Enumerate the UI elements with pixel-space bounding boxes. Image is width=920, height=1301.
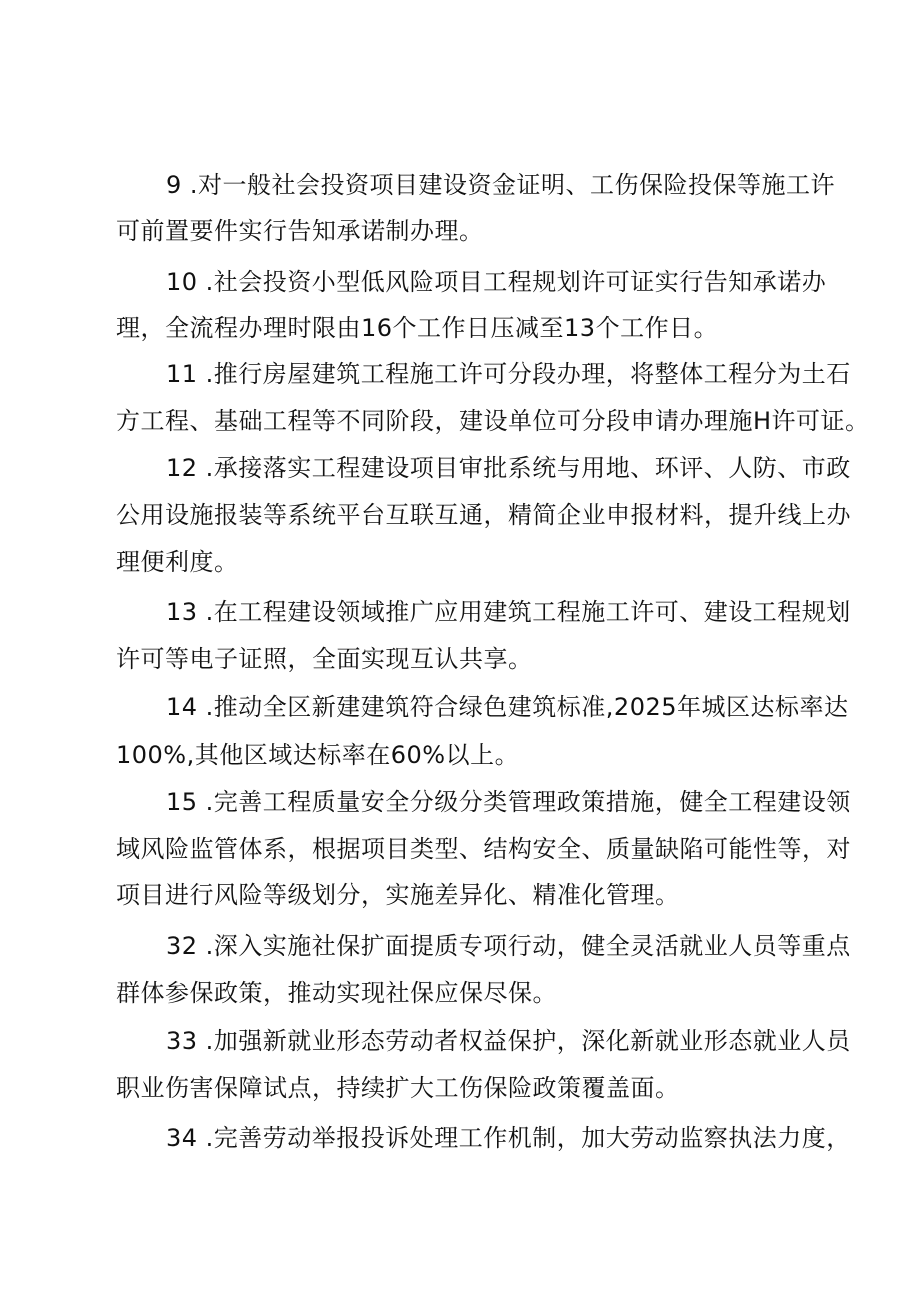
item-14-line-1: 14 .推动全区新建建筑符合绿色建筑标准,2025年城区达标率达	[166, 693, 849, 721]
item-32-line-1: 32 .深入实施社保扩面提质专项行动，健全灵活就业人员等重点	[166, 932, 851, 960]
item-14-line-2: 100%,其他区域达标率在60%以上。	[116, 741, 520, 769]
item-13-line-2: 许可等电子证照，全面实现互认共享。	[116, 645, 533, 673]
item-33-line-2: 职业伤害保障试点，持续扩大工伤保险政策覆盖面。	[116, 1074, 680, 1102]
item-9-line-2: 可前置要件实行告知承诺制办理。	[116, 217, 484, 245]
item-15-line-2: 域风险监管体系，根据项目类型、结构安全、质量缺陷可能性等，对	[116, 835, 851, 863]
item-34-line-1: 34 .完善劳动举报投诉处理工作机制，加大劳动监察执法力度，	[166, 1124, 851, 1152]
item-11-line-1: 11 .推行房屋建筑工程施工许可分段办理，将整体工程分为土石	[166, 360, 851, 388]
item-15-line-3: 项目进行风险等级划分，实施差异化、精准化管理。	[116, 881, 680, 909]
item-32-line-2: 群体参保政策，推动实现社保应保尽保。	[116, 979, 557, 1007]
item-15-line-1: 15 .完善工程质量安全分级分类管理政策措施，健全工程建设领	[166, 788, 851, 816]
item-10-line-1: 10 .社会投资小型低风险项目工程规划许可证实行告知承诺办	[166, 268, 827, 296]
item-12-line-1: 12 .承接落实工程建设项目审批系统与用地、环评、人防、市政	[166, 454, 851, 482]
item-12-line-2: 公用设施报装等系统平台互联互通，精简企业申报材料，提升线上办	[116, 501, 851, 529]
item-12-line-3: 理便利度。	[116, 548, 239, 576]
item-10-line-2: 理，全流程办理时限由16个工作日压减至13个工作日。	[116, 314, 719, 342]
item-9-line-1: 9 .对一般社会投资项目建设资金证明、工伤保险投保等施工许	[166, 171, 836, 199]
item-13-line-1: 13 .在工程建设领域推广应用建筑工程施工许可、建设工程规划	[166, 598, 851, 626]
item-11-line-2: 方工程、基础工程等不同阶段，建设单位可分段申请办理施H许可证。	[116, 407, 870, 435]
item-33-line-1: 33 .加强新就业形态劳动者权益保护，深化新就业形态就业人员	[166, 1027, 851, 1055]
